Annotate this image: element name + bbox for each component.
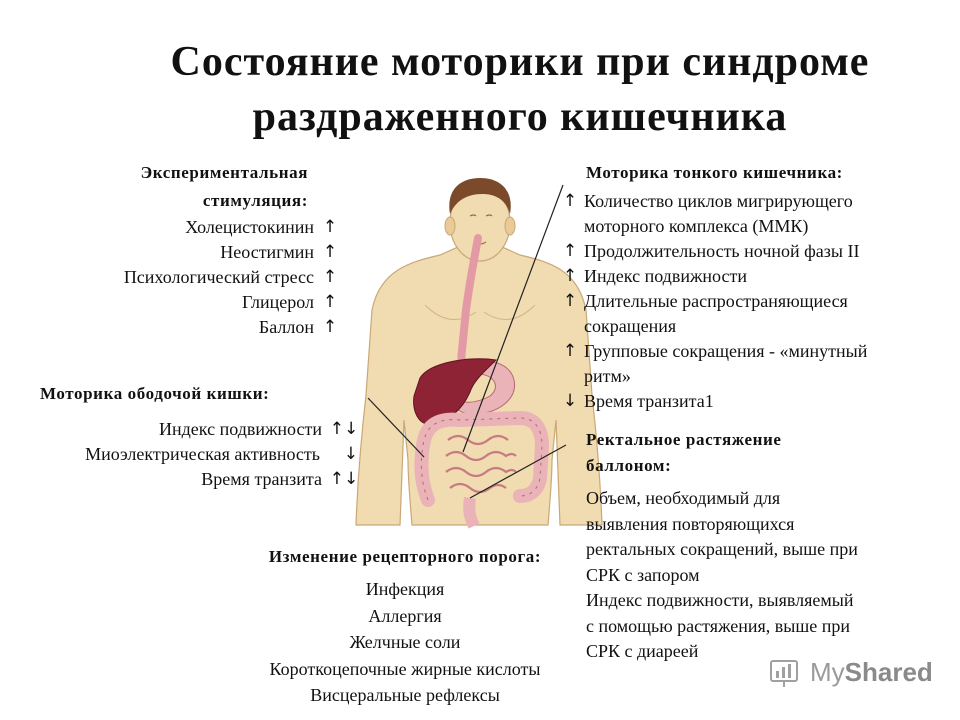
watermark-my: My [810,657,845,687]
arrow-down-icon: ↓ [562,391,578,411]
list-item: Желчные соли [349,632,461,652]
rectum-shape [469,498,474,526]
arrow-up-icon: ↑ [562,341,578,361]
list-item: Глицерол ↑ [60,290,340,315]
presentation-icon [768,658,804,688]
arrow-updown-icon: ↑↓ [329,469,359,489]
experimental-stimulation-list [60,215,340,340]
list-item: Индекс подвижности ↑↓ [30,417,360,442]
experimental-header-line2: стимуляция: [202,191,308,210]
small-intestine-header: Моторика тонкого кишечника: [586,163,843,182]
experimental-stimulation-block [60,160,308,213]
list-item: ↓ Время транзита1 [560,389,940,414]
arrow-up-icon: ↑ [562,291,578,311]
list-item: Короткоцепочные жирные кислоты [269,658,541,679]
arrow-updown-icon: ↑↓ [329,419,359,439]
list-item: ↑ Продолжительность ночной фазы II [560,239,940,264]
colon-header: Моторика ободочой кишки: [40,384,270,403]
page-title-line2: раздраженного кишечника [252,94,788,140]
arrow-up-icon: ↑ [562,266,578,286]
watermark-shared: Shared [844,657,933,687]
rectal-line: выявления повторяющихся [586,513,795,534]
receptor-threshold-block [230,544,580,709]
arrow-up-icon: ↑ [562,191,578,211]
arrow-up-icon: ↑ [322,317,338,337]
rectal-line: ректальных сокращений, выше при [586,539,858,559]
list-item: Психологический стресс ↑ [60,265,340,290]
arrow-up-icon: ↑ [562,241,578,261]
list-item: Миоэлектрическая активность ↓ [30,442,360,467]
rectal-line: СРК с запором [586,564,700,585]
list-item: ↑ Индекс подвижности [560,264,940,289]
watermark-logo [768,657,933,688]
list-item: Время транзита ↑↓ [30,467,360,492]
list-item: Неостигмин ↑ [60,240,340,265]
rectal-header-line1: Ректальное растяжение [586,430,782,449]
arrow-up-icon: ↑ [322,242,338,262]
list-item: Баллон ↑ [60,315,340,340]
rectal-line: Индекс подвижности, выявляемый [586,590,854,610]
list-item: ↑ Количество циклов мигрирующего моторного комплекса (ММК) [560,189,940,239]
page-title-line1: Состояние моторики при синдроме [170,39,870,85]
arrow-up-icon: ↑ [322,267,338,287]
list-item: Холецистокинин ↑ [60,215,340,240]
list-item: Висцеральные рефлексы [310,685,500,705]
list-item: Инфекция [365,579,445,599]
arrow-up-icon: ↑ [322,217,338,237]
small-intestine-block [560,160,940,414]
colon-motility-block [30,381,360,492]
rectal-line: СРК с диареей [586,641,699,661]
receptor-header: Изменение рецепторного порога: [268,547,542,566]
experimental-header-line1: Экспериментальная [140,163,308,182]
list-item: ↑ Групповые сокращения - «минутный ритм» [560,339,940,389]
arrow-down-icon: ↓ [343,444,358,464]
arrow-up-icon: ↑ [322,292,338,312]
rectal-line: с помощью растяжения, выше при [586,615,851,636]
list-item: Аллергия [368,605,442,626]
list-item: ↑ Длительные распространяющиеся сокращения [560,289,940,339]
rectal-line: Объем, необходимый для [586,488,781,508]
rectal-header-line2: баллоном: [586,456,672,475]
rectal-distension-block [586,427,946,665]
